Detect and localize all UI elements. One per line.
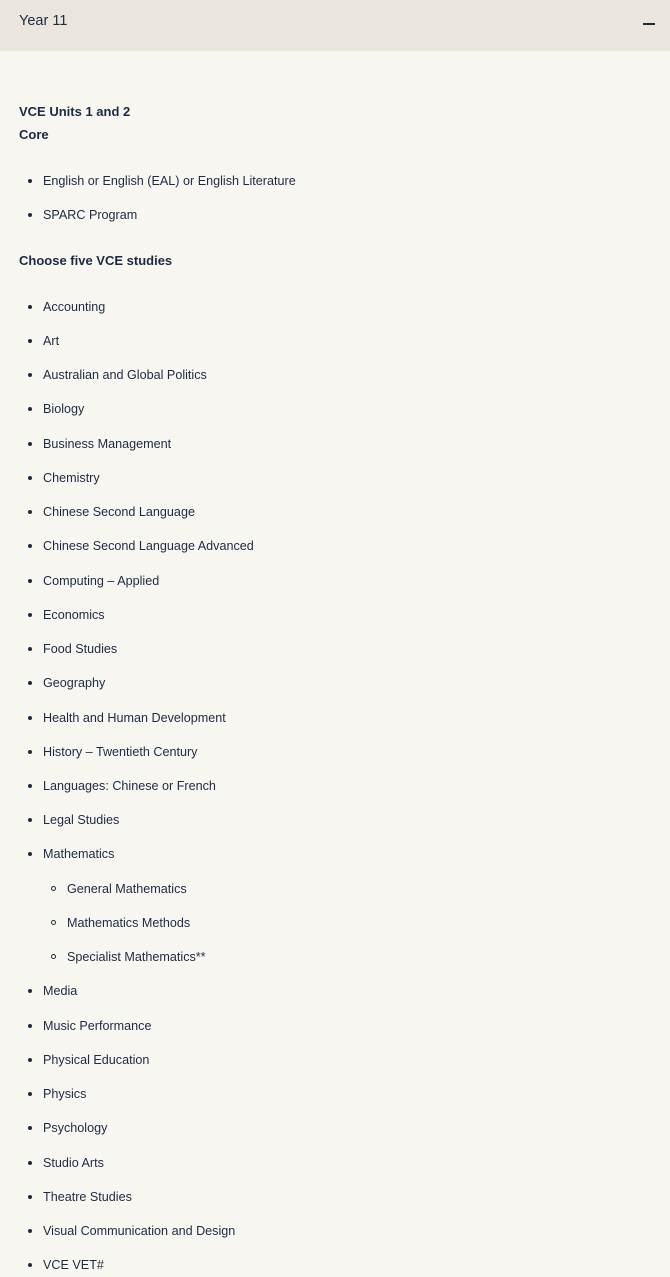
list-item: Physical Education: [43, 1053, 150, 1067]
list-item: Chemistry: [43, 471, 100, 485]
list-item: VCE VET#: [43, 1258, 104, 1272]
list-item: English or English (EAL) or English Literature: [43, 174, 296, 188]
list-item: Theatre Studies: [43, 1190, 132, 1204]
list-item: Visual Communication and Design: [43, 1224, 236, 1238]
choose-studies-label: Choose five VCE studies: [19, 253, 173, 268]
list-item: Biology: [43, 402, 85, 416]
list-item: Music Performance: [43, 1019, 152, 1033]
list-item: Accounting: [43, 300, 106, 314]
list-item: Psychology: [43, 1121, 108, 1135]
accordion-header[interactable]: [0, 0, 670, 51]
list-item: Chinese Second Language Advanced: [43, 539, 254, 553]
list-item: SPARC Program: [43, 208, 138, 222]
list-item: Mathematics: [43, 847, 115, 861]
sub-list-item: General Mathematics: [67, 882, 187, 896]
section-heading: VCE Units 1 and 2: [19, 104, 131, 119]
core-label: Core: [19, 127, 49, 142]
list-item: Computing – Applied: [43, 574, 160, 588]
list-item: Economics: [43, 608, 105, 622]
list-item: Studio Arts: [43, 1156, 104, 1170]
list-item: Business Management: [43, 437, 172, 451]
minus-icon[interactable]: [643, 15, 655, 27]
list-item: Chinese Second Language: [43, 505, 195, 519]
list-item: Media: [43, 984, 78, 998]
list-item: Physics: [43, 1087, 87, 1101]
sub-list-item: Mathematics Methods: [67, 916, 191, 930]
list-item: Food Studies: [43, 642, 118, 656]
list-item: Art: [43, 334, 60, 348]
list-item: Health and Human Development: [43, 711, 226, 725]
accordion-title: Year 11: [19, 13, 68, 29]
list-item: Australian and Global Politics: [43, 368, 207, 382]
list-item: Geography: [43, 676, 106, 690]
list-item: Legal Studies: [43, 813, 120, 827]
list-item: History – Twentieth Century: [43, 745, 198, 759]
list-item: Languages: Chinese or French: [43, 779, 216, 793]
sub-list-item: Specialist Mathematics**: [67, 950, 206, 964]
